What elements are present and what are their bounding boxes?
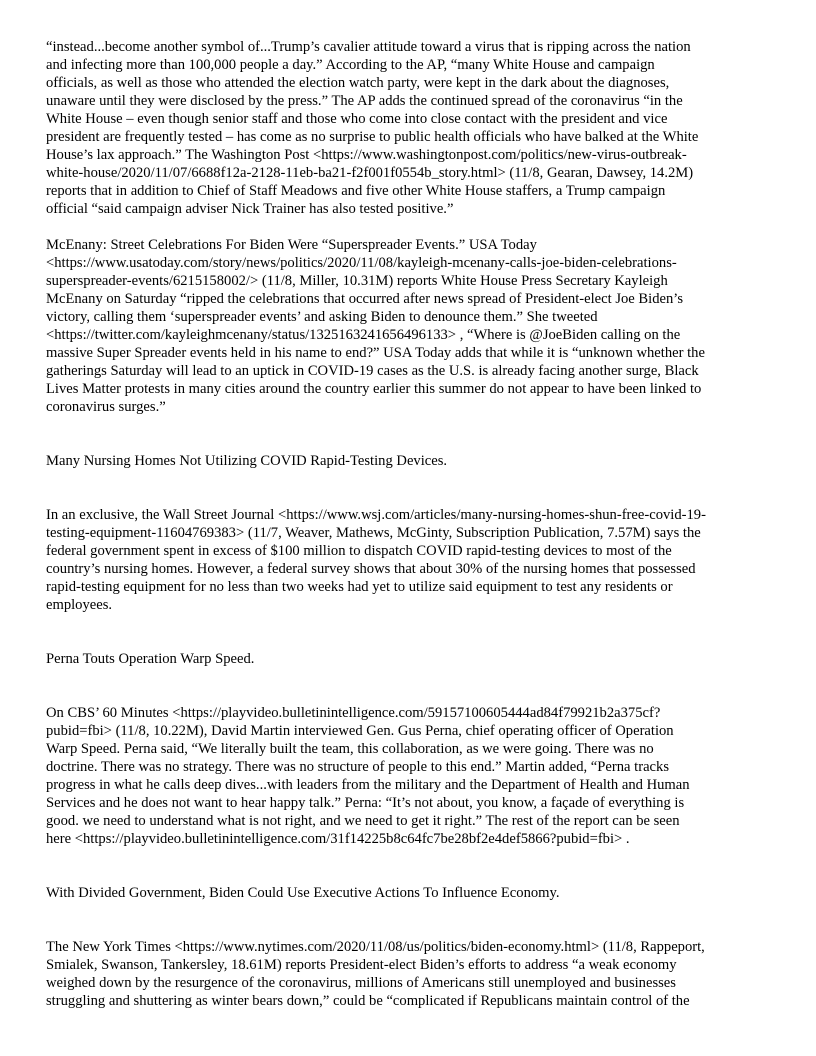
- paragraph-white-house-outbreak: “instead...become another symbol of...Trump’s cavalier attitude toward a virus that is ripping across the nation and infecting more than 100,000 people a day.” According to the AP, “many White House and campaign officials, as well as those who attended the election watch party, were kept in the dark about the diagnoses, unaware until they were disclosed by the press.” The AP adds the continued spread of the coronavirus “in the White House – even though senior staff and those who come into close contact with the president and vice president are frequently tested – has come as no surprise to public health officials who have balked at the White House’s lax approach.” The Washington Post <https://www.washingtonpost.com/politics/new-virus-outbreak- white-house/2020/11/07/6688f12a-2128-11eb-ba21-f2f001f0554b_story.html> (11/8, Gearan, Dawsey, 14.2M) reports that in addition to Chief of Staff Meadows and five other White House staffers, a Trump campaign official “said campaign adviser Nick Trainer has also tested positive.”: [46, 39, 699, 217]
- paragraph-perna-60-minutes: On CBS’ 60 Minutes <https://playvideo.bulletinintelligence.com/59157100605444ad84f79921b2a375cf? pubid=fbi> (11/8, 10.22M), David Martin interviewed Gen. Gus Perna, chief operating officer of Operation Warp Speed. Perna said, “We literally built the team, this collaboration, as we were going. There was no doctrine. There was no strategy. There was no structure of people to this end.” Martin added, “Perna tracks progress in what he calls deep dives...with leaders from the military and the Department of Health and Human Services and he does not want to hear happy talk.” Perna: “It’s not about, you know, a façade of everything is good. we need to understand what is not right, and we need to get it right.” The rest of the report can be seen here <https://playvideo.bulletinintelligence.com/31f14225b8c64fc7be28bf2e4def5866?pubid=fbi> .: [46, 705, 690, 847]
- headline-nursing-homes: Many Nursing Homes Not Utilizing COVID Rapid-Testing Devices.: [46, 453, 448, 469]
- paragraph-biden-economy: The New York Times <https://www.nytimes.com/2020/11/08/us/politics/biden-economy.html> (11/8, Rappeport, Smialek, Swanson, Tankersley, 18.61M) reports President-elect Biden’s efforts to address “a weak economy weighed down by the resurgence of the coronavirus, millions of Americans still unemployed and businesses struggling and shuttering as winter bears down,” could be “complicated if Republicans maintain control of the: [46, 939, 705, 1009]
- paragraph-gap: [46, 902, 770, 938]
- headline-operation-warp-speed: Perna Touts Operation Warp Speed.: [46, 651, 255, 667]
- paragraph-mcenany-superspreader: McEnany: Street Celebrations For Biden Were “Superspreader Events.” USA Today <https://www.usatoday.com/story/news/politics/2020/11/08/kayleigh-mcenany-calls-joe-biden-celebrations- superspreader-events/6215158002/> (11/8, Miller, 10.31M) reports White House Press Secretary Kayleigh McEnany on Saturday “ripped the celebrations that occurred after news spread of President-elect Joe Biden’s victory, calling them ‘superspreader events’ and asking Biden to denounce them.” She tweeted <https://twitter.com/kayleighmcenany/status/1325163241656496133> , “Where is @JoeBiden calling on the massive Super Spreader events held in his name to end?” USA Today adds that while it is “unknown whether the gatherings Saturday will lead to an uptick in COVID-19 cases as the U.S. is already facing another surge, Black Lives Matter protests in many cities around the country earlier this summer do not appear to have been linked to coronavirus surges.”: [46, 237, 705, 415]
- paragraph-gap: [46, 848, 770, 884]
- paragraph-gap: [46, 416, 770, 452]
- paragraph-gap: [46, 218, 770, 236]
- paragraph-nursing-homes: In an exclusive, the Wall Street Journal <https://www.wsj.com/articles/many-nursing-homes-shun-free-covid-19- testing-equipment-11604769383> (11/7, Weaver, Mathews, McGinty, Subscription Publication, 7.57M) says the federal government spent in excess of $100 million to dispatch COVID rapid-testing devices to most of the country’s nursing homes. However, a federal survey shows that about 30% of the nursing homes that possessed rapid-testing equipment for no less than two weeks had yet to utilize said equipment to test any residents or employees.: [46, 507, 706, 613]
- paragraph-gap: [46, 470, 770, 506]
- paragraph-gap: [46, 668, 770, 704]
- headline-biden-executive-actions: With Divided Government, Biden Could Use Executive Actions To Influence Economy.: [46, 885, 560, 901]
- paragraph-gap: [46, 614, 770, 650]
